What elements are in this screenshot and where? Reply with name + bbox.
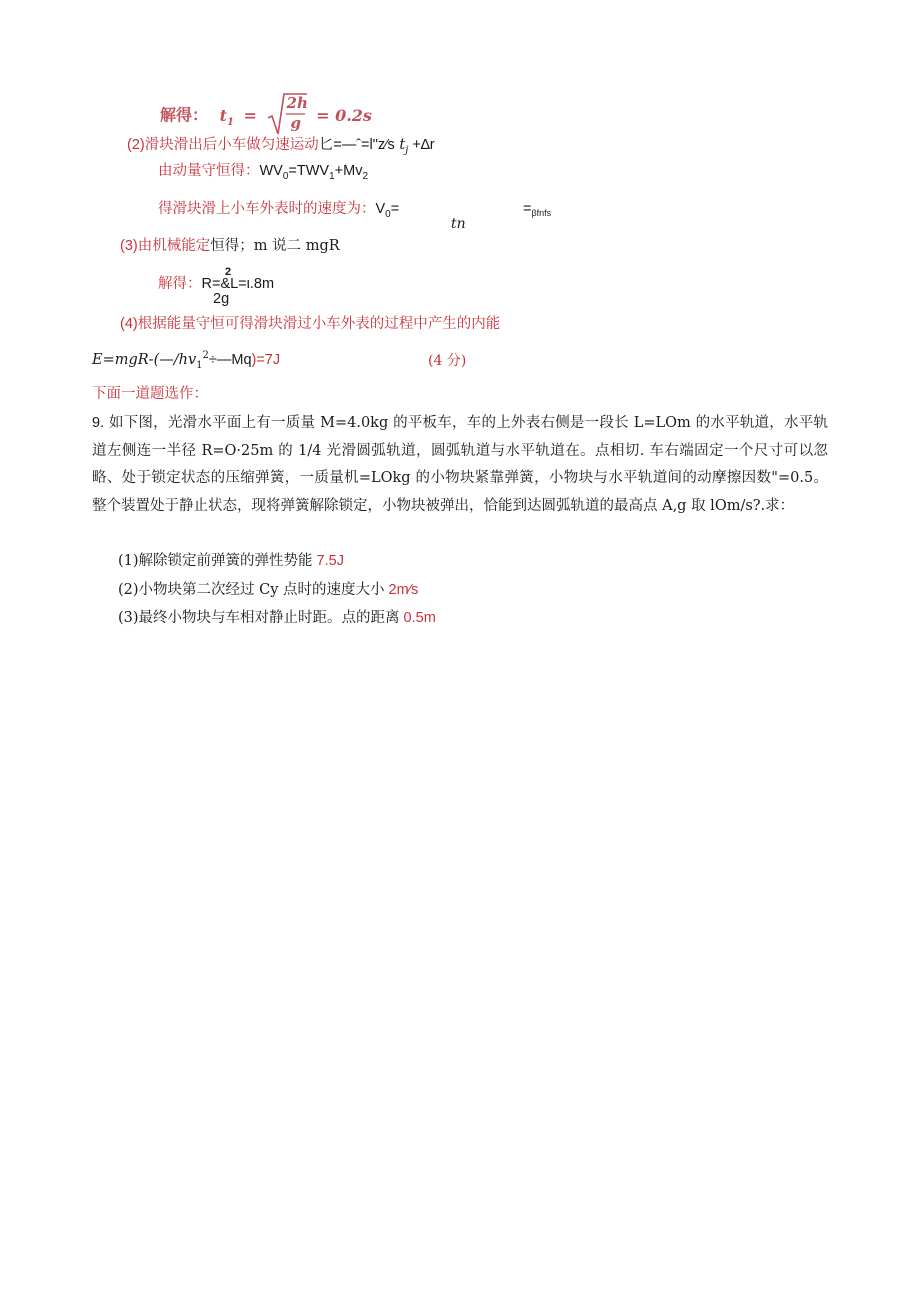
equals-sign: = bbox=[243, 105, 257, 125]
fraction-numerator: 2h bbox=[286, 94, 308, 112]
solution-line-2: (2)滑块滑出后小车做匀速运动匕=—ˆ=l"z∕s $t_j +\Delta r$ bbox=[127, 137, 435, 156]
solution-line-6-den: 2g bbox=[213, 291, 230, 307]
t1-symbol: $t_1$ bbox=[219, 105, 234, 128]
question-1: (1)解除锁定前弹簧的弹性势能 7.5J bbox=[118, 553, 344, 569]
solution-line-6: 解得：R=&L=ι.8m bbox=[158, 276, 275, 292]
fraction-denominator: g bbox=[290, 114, 302, 132]
solution-line-8: $E=mgR-(—∕hv_1^2\div—Mq)=7J$ bbox=[92, 350, 281, 371]
answer-1: 7.5J bbox=[316, 553, 344, 569]
score-label: (4 分) bbox=[428, 353, 467, 369]
problem-number: 9. bbox=[92, 415, 105, 431]
solution-line-4-rhs: $=_{\beta fnfs}$ bbox=[523, 201, 552, 218]
solution-line-1 bbox=[160, 94, 372, 138]
solution-line-6-sup: 2 bbox=[225, 266, 232, 278]
answer-2: 2m∕s bbox=[388, 582, 419, 598]
t1-result: = 0.2s bbox=[316, 105, 372, 125]
solve-label: 解得： bbox=[160, 105, 209, 125]
solution-line-4: 得滑块滑上小车外表时的速度为：$V_0=$ bbox=[158, 201, 400, 220]
solution-line-7: (4)根据能量守恒可得滑块滑过小车外表的过程中产生的内能 bbox=[120, 316, 501, 332]
solution-line-3: 由动量守恒得：$WV_0=TWV_1+Mv_2$ bbox=[158, 163, 369, 182]
problem-9 bbox=[92, 410, 828, 520]
problem-text: 如下图，光滑水平面上有一质量 M=4.0kg 的平板车，车的上外表右侧是一段长 L=LOm 的水平轨道，水平轨道左侧连一半径 R=O·25m 的 1/4 光滑圆弧轨道，圆弧轨道与水平轨道在。点相切. 车右端固定一个尺寸可以忽略、处于锁定状态的压缩弹簧，一质量机=LOkg 的小物块紧靠弹簧，小物块与水平轨道间的动摩擦因数"=0.5。整个装置处于静止状态，现将弹簧解除锁定，小物块被弹出，恰能到达圆弧轨道的最高点 A,g 取 lOm/s?.求： bbox=[92, 415, 829, 514]
question-2: (2)小物块第二次经过 Cy 点时的速度大小 2m∕s bbox=[118, 582, 419, 598]
answer-3: 0.5m bbox=[403, 610, 436, 626]
sqrt-fraction bbox=[267, 92, 307, 136]
question-3: (3)最终小物块与车相对静止时距。点的距离 0.5m bbox=[118, 610, 436, 626]
solution-line-4-below: tn bbox=[451, 216, 466, 232]
next-note: 下面一道题选作： bbox=[92, 386, 208, 402]
solution-line-5: (3)由机械能定恒得；m 说二 mgR bbox=[120, 238, 340, 254]
